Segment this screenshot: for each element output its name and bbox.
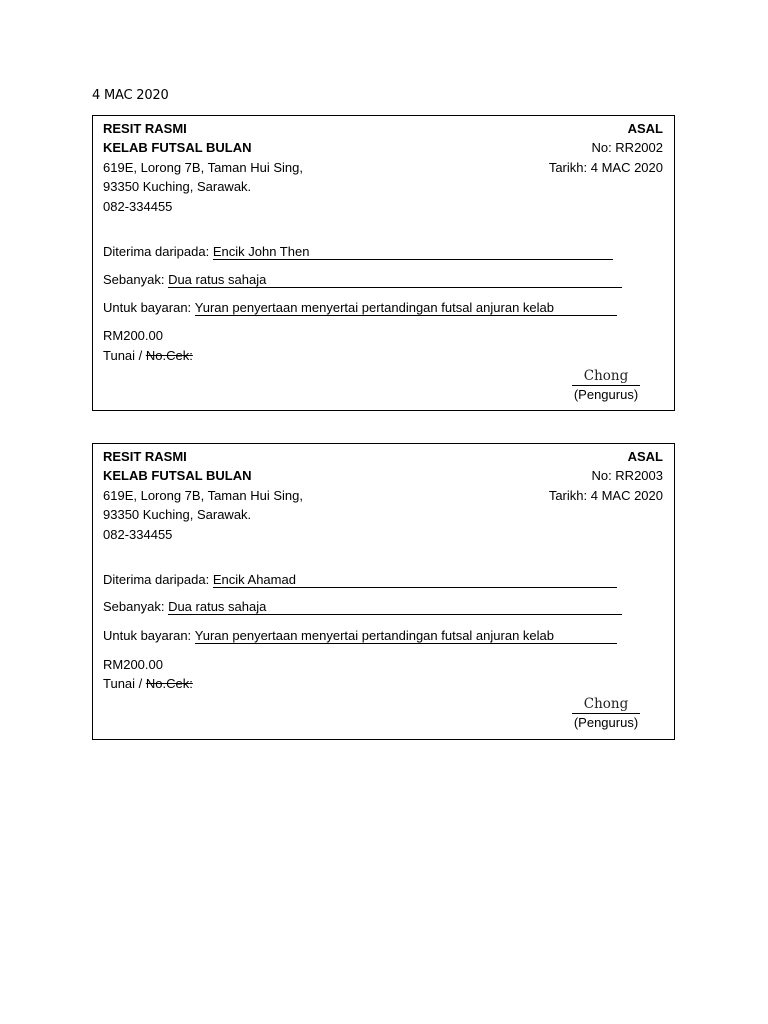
phone-number: 082-334455 (103, 527, 173, 542)
payment-for-value: Yuran penyertaan menyertai pertandingan futsal anjuran kelab (195, 628, 617, 644)
page-date: 4 MAC 2020 (92, 88, 169, 103)
address-line-2: 93350 Kuching, Sarawak. (103, 179, 252, 194)
payment-for-label: Untuk bayaran: (103, 628, 192, 643)
received-from-row (103, 570, 617, 590)
payment-method-cash: Tunai / (103, 348, 143, 363)
payment-for-label: Untuk bayaran: (103, 300, 192, 315)
amount-words-label: Sebanyak: (103, 272, 165, 287)
receipt-number: No: RR2002 (591, 140, 663, 155)
receipt-date: Tarikh: 4 MAC 2020 (548, 488, 663, 503)
signature: Chong (572, 368, 641, 386)
amount-words-label: Sebanyak: (103, 599, 165, 614)
signatory-title: (Pengurus) (573, 387, 639, 402)
received-from-value: Encik Ahamad (213, 572, 617, 588)
club-name: KELAB FUTSAL BULAN (103, 468, 252, 483)
receipt-number: No: RR2003 (591, 468, 663, 483)
payment-method-cheque: No.Cek: (145, 676, 193, 691)
club-name: KELAB FUTSAL BULAN (103, 140, 252, 155)
payment-method-cash: Tunai / (103, 676, 143, 691)
amount-figure: RM200.00 (103, 328, 163, 343)
payment-method-row (103, 674, 193, 694)
amount-figure: RM200.00 (103, 657, 163, 672)
amount-words-row (103, 270, 622, 290)
received-from-label: Diterima daripada: (103, 572, 210, 587)
receipt-title: RESIT RASMI (103, 121, 187, 136)
received-from-row (103, 242, 613, 262)
received-from-label: Diterima daripada: (103, 244, 210, 259)
payment-for-row (103, 626, 617, 646)
amount-words-value: Dua ratus sahaja (168, 599, 622, 615)
signature-block (561, 694, 651, 731)
copy-type: ASAL (627, 449, 663, 464)
address-line-2: 93350 Kuching, Sarawak. (103, 507, 252, 522)
signature: Chong (572, 696, 641, 714)
payment-for-row (103, 298, 617, 318)
signature-block (561, 366, 651, 403)
receipt-title: RESIT RASMI (103, 449, 187, 464)
amount-words-row (103, 597, 622, 617)
signatory-title: (Pengurus) (573, 715, 639, 730)
payment-method-row (103, 346, 193, 366)
receipt-rr2003 (92, 443, 675, 740)
address-line-1: 619E, Lorong 7B, Taman Hui Sing, (103, 488, 303, 503)
amount-words-value: Dua ratus sahaja (168, 272, 622, 288)
payment-for-value: Yuran penyertaan menyertai pertandingan futsal anjuran kelab (195, 300, 617, 316)
receipt-date: Tarikh: 4 MAC 2020 (548, 160, 663, 175)
copy-type: ASAL (627, 121, 663, 136)
received-from-value: Encik John Then (213, 244, 613, 260)
phone-number: 082-334455 (103, 199, 173, 214)
address-line-1: 619E, Lorong 7B, Taman Hui Sing, (103, 160, 303, 175)
payment-method-cheque: No.Cek: (145, 348, 193, 363)
receipt-rr2002 (92, 115, 675, 411)
